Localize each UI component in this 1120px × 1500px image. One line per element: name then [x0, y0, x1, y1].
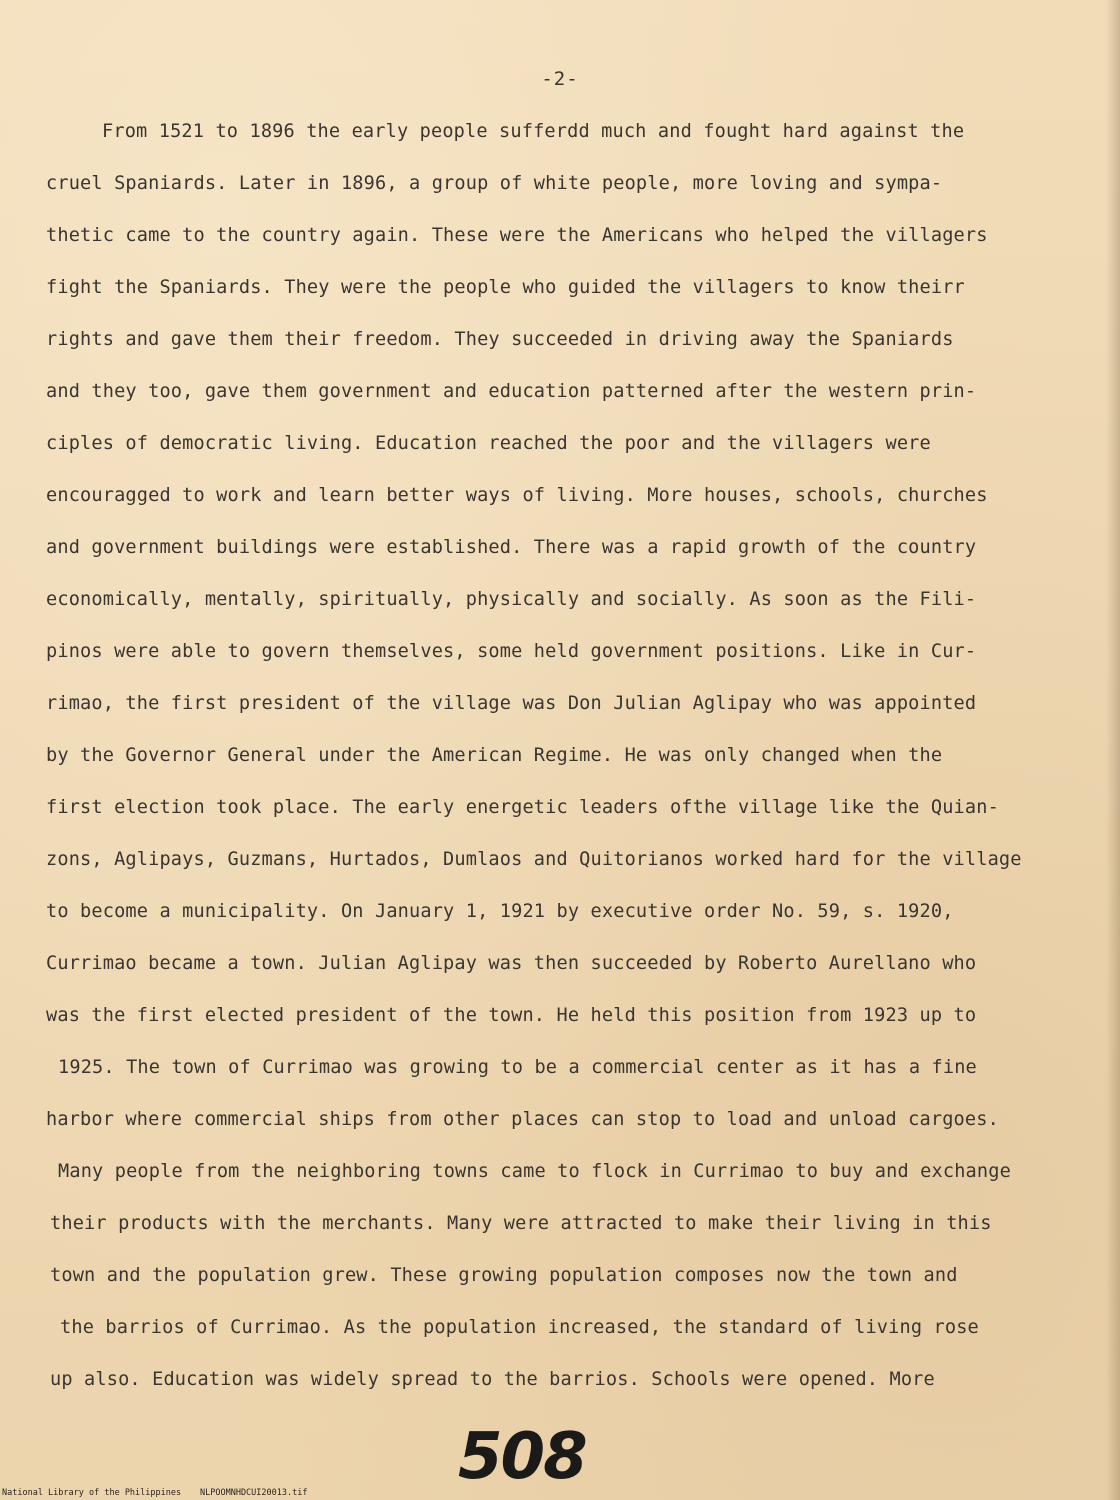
paragraph-line: harbor where commercial ships from other places can stop to load and unload cargoes.	[46, 1109, 999, 1130]
footer-library: National Library of the Philippines	[2, 1488, 182, 1498]
paragraph-line: to become a municipality. On January 1, 1921 by executive order No. 59, s. 1920,	[46, 901, 954, 922]
footer-filename: NLPOOMNHDCUI20013.tif	[200, 1488, 308, 1498]
paragraph-line: thetic came to the country again. These were the Americans who helped the villagers	[46, 225, 988, 246]
paragraph-line: their products with the merchants. Many were attracted to make their living in this	[50, 1213, 992, 1234]
paragraph-line: 1925. The town of Currimao was growing to be a commercial center as it has a fine	[58, 1057, 977, 1078]
paragraph-line: the barrios of Currimao. As the population increased, the standard of living rose	[60, 1317, 979, 1338]
paragraph-line: first election took place. The early energetic leaders ofthe village like the Quian-	[46, 797, 999, 818]
paragraph-line: pinos were able to govern themselves, some held government positions. Like in Cur-	[46, 641, 977, 662]
paragraph-line: rimao, the first president of the village was Don Julian Aglipay who was appointed	[46, 693, 977, 714]
paragraph-line: zons, Aglipays, Guzmans, Hurtados, Dumlaos and Quitorianos worked hard for the village	[46, 849, 1022, 870]
paragraph-line: and they too, gave them government and education patterned after the western prin-	[46, 381, 977, 402]
paragraph-line: fight the Spaniards. They were the people who guided the villagers to know theirr	[46, 277, 965, 298]
paragraph-line: and government buildings were established. There was a rapid growth of the country	[46, 537, 977, 558]
paragraph-line: economically, mentally, spiritually, physically and socially. As soon as the Fili-	[46, 589, 977, 610]
paragraph-line: From 1521 to 1896 the early people sufferdd much and fought hard against the	[102, 121, 965, 142]
typed-paragraph	[46, 116, 1110, 1416]
paragraph-line: by the Governor General under the American Regime. He was only changed when the	[46, 745, 943, 766]
paragraph-line: ciples of democratic living. Education reached the poor and the villagers were	[46, 433, 931, 454]
page-number: -2-	[541, 68, 579, 90]
paragraph-line: was the first elected president of the town. He held this position from 1923 up to	[46, 1005, 977, 1026]
paragraph-line: Many people from the neighboring towns came to flock in Currimao to buy and exchange	[58, 1161, 1011, 1182]
paragraph-line: encouragged to work and learn better ways of living. More houses, schools, churches	[46, 485, 988, 506]
paragraph-line: cruel Spaniards. Later in 1896, a group of white people, more loving and sympa-	[46, 173, 943, 194]
paragraph-line: rights and gave them their freedom. They succeeded in driving away the Spaniards	[46, 329, 954, 350]
paragraph-line: up also. Education was widely spread to the barrios. Schools were opened. More	[50, 1369, 935, 1390]
paragraph-line: Currimao became a town. Julian Aglipay was then succeeded by Roberto Aurellano who	[46, 953, 977, 974]
handwritten-page-number: 508	[458, 1420, 586, 1494]
paragraph-line: town and the population grew. These growing population composes now the town and	[50, 1265, 958, 1286]
